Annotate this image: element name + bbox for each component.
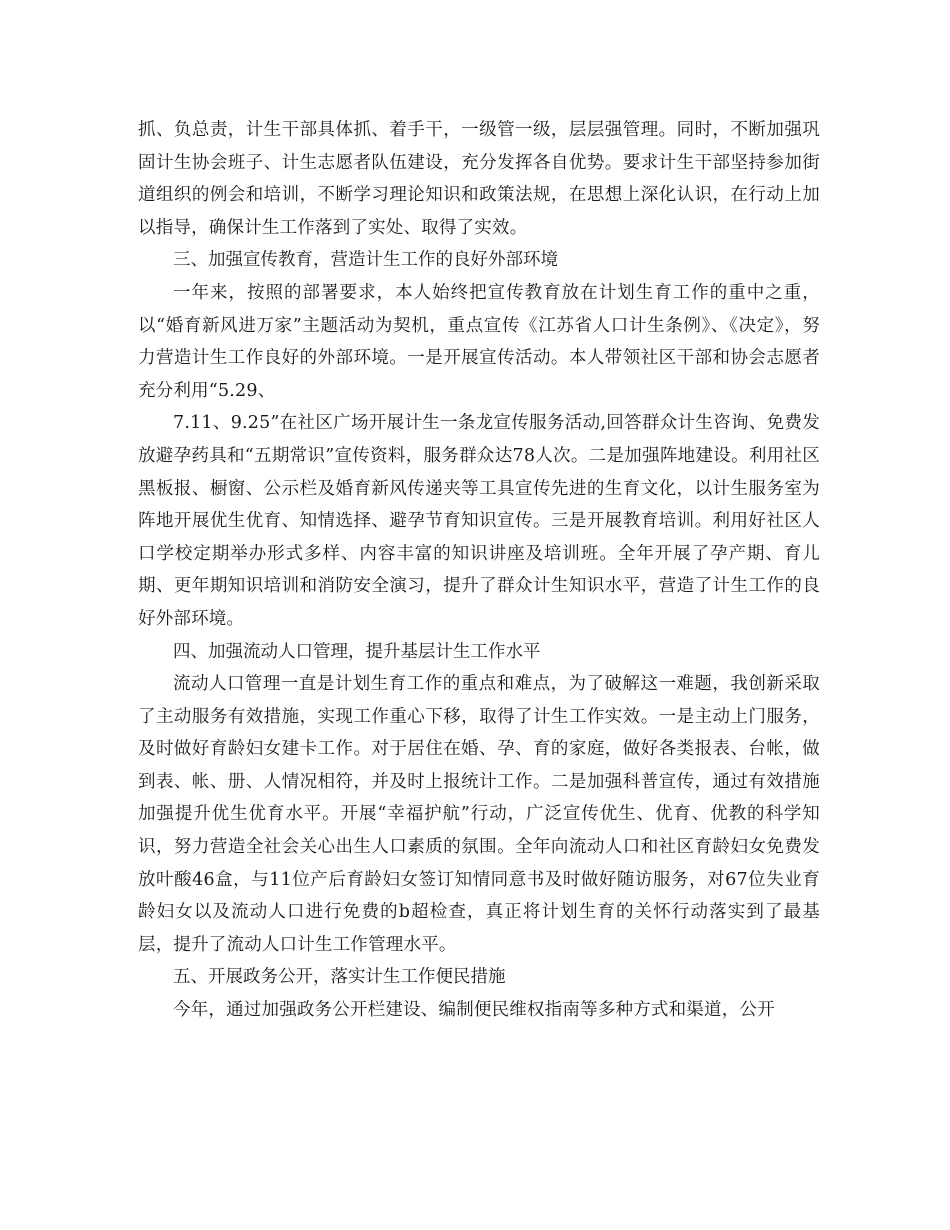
paragraph-government-affairs: 今年，通过加强政务公开栏建设、编制便民维权指南等多种方式和渠道，公开 xyxy=(173,1000,775,1021)
document-body xyxy=(138,114,820,1027)
section-heading-floating-population: 四、加强流动人口管理，提升基层计生工作水平 xyxy=(173,641,541,662)
section-heading-publicity: 三、加强宣传教育，营造计生工作的良好外部环境 xyxy=(173,250,558,271)
paragraph-publicity-activities: 7.11、9.25”在社区广场开展计生一条龙宣传服务活动,回答群众计生咨询、免费发放避孕药具和“五期常识”宣传资料，服务群众达78人次。二是加强阵地建设。利用社区黑板报、橱窗、公示栏及婚育新风传递夹等工具宣传先进的生育文化，以计生服务室为阵地开展优生优育、知情选择、避孕节育知识宣传。三是开展教育培训。利用好社区人口学校定期举办形式多样、内容丰富的知识讲座及培训班。全年开展了孕产期、育儿期、更年期知识培训和消防安全演习，提升了群众计生知识水平，营造了计生工作的良好外部环境。 xyxy=(138,413,820,629)
paragraph-publicity-intro: 一年来，按照的部署要求，本人始终把宣传教育放在计划生育工作的重中之重，以“婚育新风进万家”主题活动为契机，重点宣传《江苏省人口计生条例》、《决定》，努力营造计生工作良好的外部环境。一是开展宣传活动。本人带领社区干部和协会志愿者充分利用“5.29、 xyxy=(138,282,820,401)
paragraph-leadership: 抓、负总责，计生干部具体抓、着手干，一级管一级，层层强管理。同时，不断加强巩固计生协会班子、计生志愿者队伍建设，充分发挥各自优势。要求计生干部坚持参加街道组织的例会和培训，不断学习理论知识和政策法规，在思想上深化认识，在行动上加以指导，确保计生工作落到了实处、取得了实效。 xyxy=(138,120,820,238)
section-heading-government-affairs: 五、开展政务公开，落实计生工作便民措施 xyxy=(173,967,506,988)
paragraph-floating-population: 流动人口管理一直是计划生育工作的重点和难点，为了破解这一难题，我创新采取了主动服务有效措施，实现工作重心下移，取得了计生工作实效。一是主动上门服务，及时做好育龄妇女建卡工作。对于居住在婚、孕、育的家庭，做好各类报表、台帐，做到表、帐、册、人情况相符，并及时上报统计工作。二是加强科普宣传，通过有效措施加强提升优生优育水平。开展“幸福护航”行动，广泛宣传优生、优育、优教的科学知识，努力营造全社会关心出生人口素质的氛围。全年向流动人口和社区育龄妇女免费发放叶酸46盒，与11位产后育龄妇女签订知情同意书及时做好随访服务，对67位失业育龄妇女以及流动人口进行免费的b超检查，真正将计划生育的关怀行动落实到了最基层，提升了流动人口计生工作管理水平。 xyxy=(138,674,820,955)
